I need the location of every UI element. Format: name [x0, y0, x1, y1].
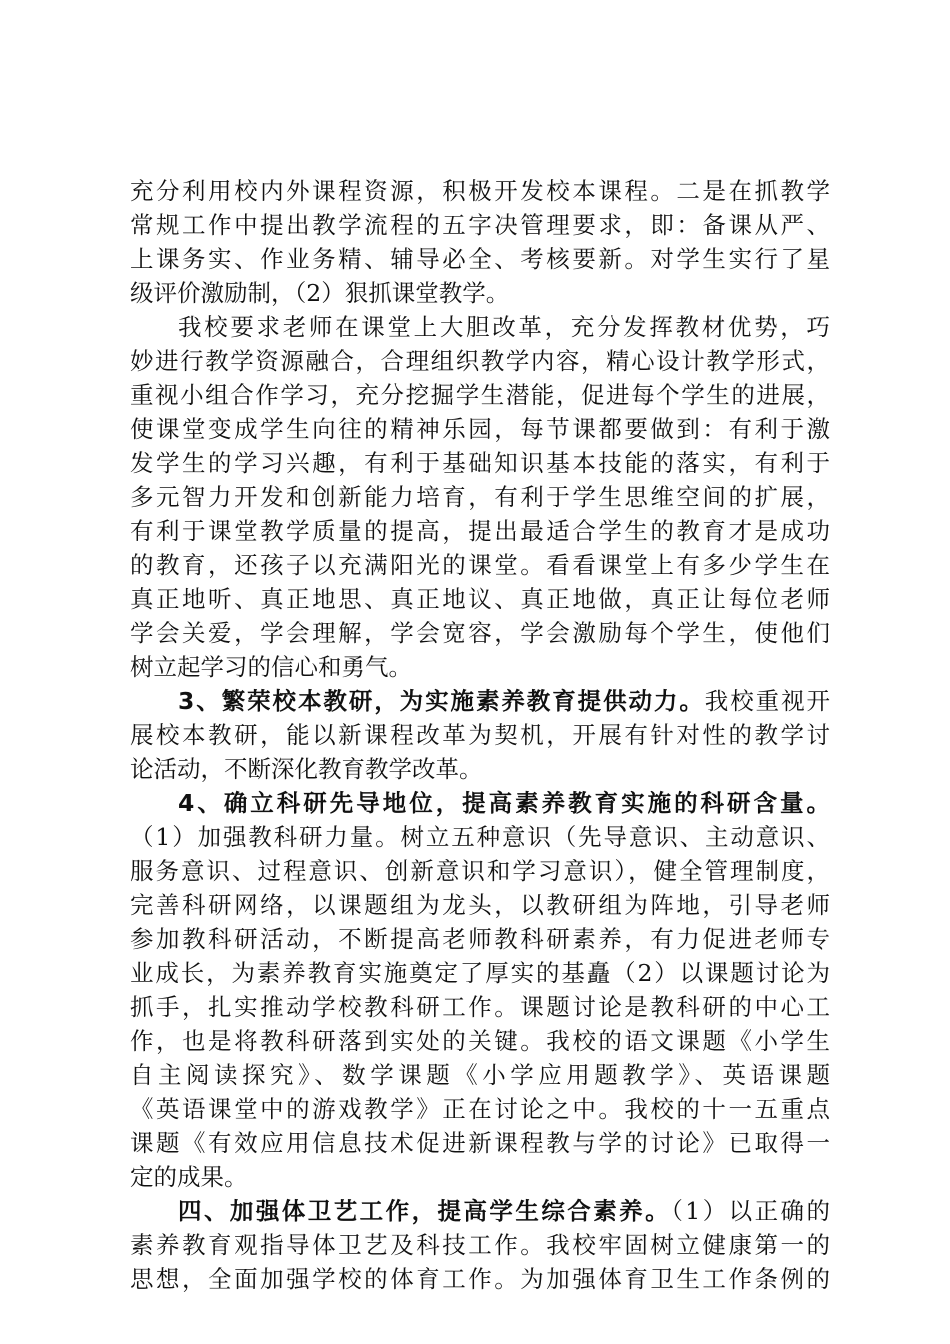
body-text: 参加教科研活动，不断提高老师教科研素养，有力促进老师专	[130, 925, 830, 953]
document-body	[130, 174, 830, 1296]
text-line	[130, 1058, 830, 1092]
paragraph	[130, 174, 830, 310]
body-text: 我校重视开	[704, 687, 830, 715]
body-text: 发学生的学习兴趣，有利于基础知识基本技能的落实，有利于	[130, 449, 830, 477]
body-text: 学会关爱，学会理解，学会宽容，学会激励每个学生，使他们	[130, 619, 830, 647]
paragraph	[130, 786, 830, 1194]
text-line	[130, 616, 830, 650]
text-line	[130, 276, 830, 310]
text-line	[130, 310, 830, 344]
text-line	[130, 1160, 830, 1194]
body-text: 真正地听、真正地思、真正地议、真正地做，真正让每位老师	[130, 585, 830, 613]
text-line	[130, 1024, 830, 1058]
text-line	[130, 888, 830, 922]
body-text: 思想，全面加强学校的体育工作。为加强体育卫生工作条例的	[130, 1265, 830, 1293]
body-text: 重视小组合作学习，充分挖掘学生潜能，促进每个学生的进展，	[130, 381, 830, 409]
text-line	[130, 242, 830, 276]
body-text: 级评价激励制，（2）狠抓课堂教学。	[130, 279, 510, 307]
text-line	[130, 752, 830, 786]
body-text: 课题《有效应用信息技术促进新课程教与学的讨论》已取得一	[130, 1129, 830, 1157]
text-line	[130, 820, 830, 854]
body-text: 有利于课堂教学质量的提高，提出最适合学生的教育才是成功	[130, 517, 830, 545]
body-text: 定的成果。	[130, 1163, 248, 1191]
text-line	[130, 548, 830, 582]
body-text: 的教育，还孩子以充满阳光的课堂。看看课堂上有多少学生在	[130, 551, 830, 579]
text-line	[130, 1194, 830, 1228]
paragraph	[130, 310, 830, 684]
body-text: 妙进行教学资源融合，合理组织教学内容，精心设计教学形式，	[130, 347, 830, 375]
text-line	[130, 956, 830, 990]
text-line	[130, 786, 830, 820]
body-text: 服务意识、过程意识、创新意识和学习意识），健全管理制度，	[130, 857, 830, 885]
heading-text: 4、确立科研先导地位，提高素养教育实施的科研含量。	[178, 789, 830, 817]
text-line	[130, 922, 830, 956]
text-line	[130, 1126, 830, 1160]
text-line	[130, 446, 830, 480]
body-text: 业成长，为素养教育实施奠定了厚实的基矗（2）以课题讨论为	[130, 959, 830, 987]
text-line	[130, 582, 830, 616]
text-line	[130, 718, 830, 752]
body-text: （1）以正确的	[671, 1197, 830, 1225]
paragraph	[130, 684, 830, 786]
paragraph	[130, 1194, 830, 1296]
body-text: 展校本教研，能以新课程改革为契机，开展有针对性的教学讨	[130, 721, 830, 749]
text-line	[130, 174, 830, 208]
body-text: 素养教育观指导体卫艺及科技工作。我校牢固树立健康第一的	[130, 1231, 830, 1259]
text-line	[130, 1228, 830, 1262]
body-text: 抓手，扎实推动学校教科研工作。课题讨论是教科研的中心工	[130, 993, 830, 1021]
text-line	[130, 514, 830, 548]
body-text: （1）加强教科研力量。树立五种意识（先导意识、主动意识、	[130, 823, 830, 851]
text-line	[130, 412, 830, 446]
body-text: 我校要求老师在课堂上大胆改革，充分发挥教材优势，巧	[178, 313, 830, 341]
text-line	[130, 378, 830, 412]
body-text: 《英语课堂中的游戏教学》正在讨论之中。我校的十一五重点	[130, 1095, 830, 1123]
text-line	[130, 344, 830, 378]
body-text: 论活动，不断深化教育教学改革。	[130, 755, 483, 783]
body-text: 充分利用校内外课程资源，积极开发校本课程。二是在抓教学	[130, 177, 830, 205]
text-line	[130, 1262, 830, 1296]
body-text: 树立起学习的信心和勇气。	[130, 653, 412, 681]
text-line	[130, 1092, 830, 1126]
text-line	[130, 480, 830, 514]
body-text: 常规工作中提出教学流程的五字决管理要求，即：备课从严、	[130, 211, 830, 239]
body-text: 作，也是将教科研落到实处的关键。我校的语文课题《小学生	[130, 1027, 830, 1055]
body-text: 完善科研网络，以课题组为龙头，以教研组为阵地，引导老师	[130, 891, 830, 919]
body-text: 多元智力开发和创新能力培育，有利于学生思维空间的扩展，	[130, 483, 830, 511]
heading-text: 四、加强体卫艺工作，提高学生综合素养。	[178, 1197, 672, 1225]
text-line	[130, 208, 830, 242]
body-text: 上课务实、作业务精、辅导必全、考核要新。对学生实行了星	[130, 245, 830, 273]
body-text: 使课堂变成学生向往的精神乐园，每节课都要做到：有利于激	[130, 415, 830, 443]
body-text: 自主阅读探究》、数学课题《小学应用题教学》、英语课题	[130, 1061, 830, 1089]
text-line	[130, 650, 830, 684]
heading-text: 3、繁荣校本教研，为实施素养教育提供动力。	[178, 687, 705, 715]
text-line	[130, 990, 830, 1024]
text-line	[130, 684, 830, 718]
text-line	[130, 854, 830, 888]
